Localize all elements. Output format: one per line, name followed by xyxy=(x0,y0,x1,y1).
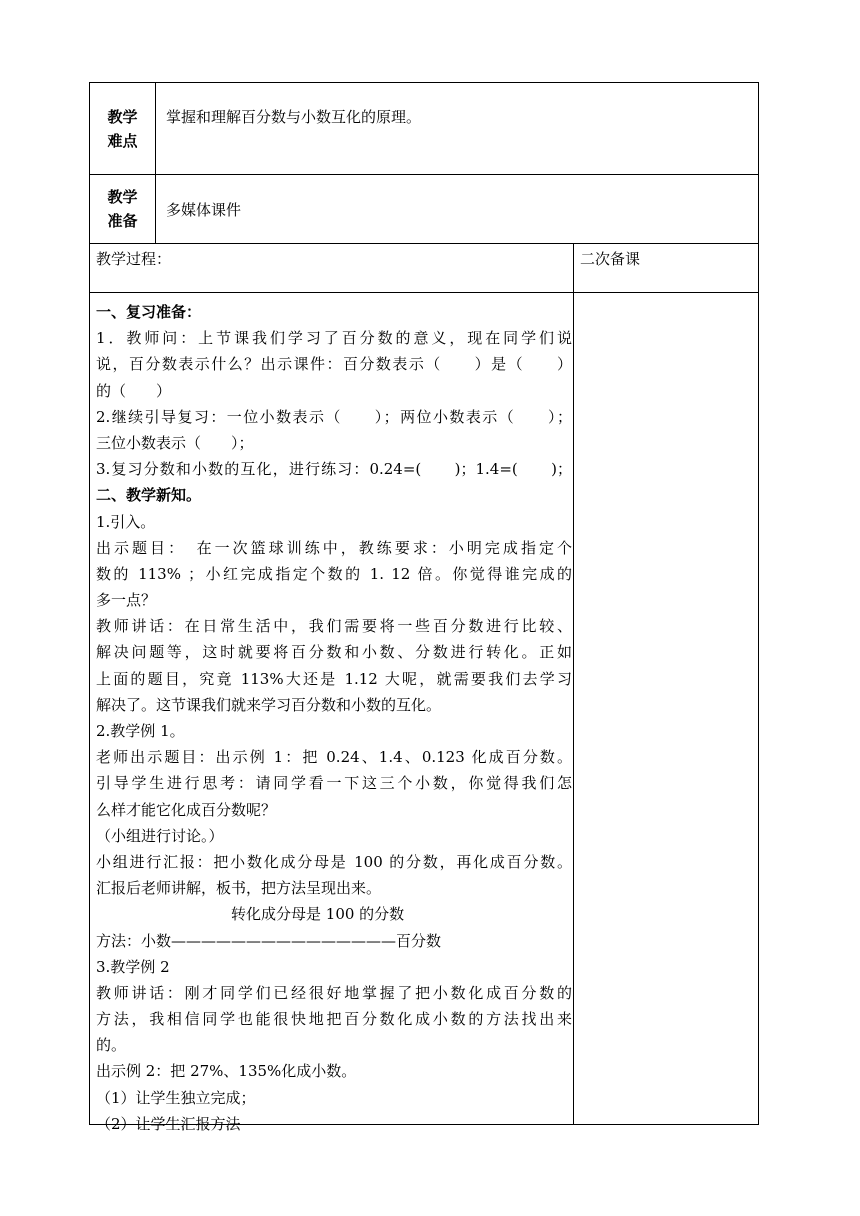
process-line: 2.教学例 1。 xyxy=(96,722,185,740)
process-line: 一、复习准备： xyxy=(96,303,202,321)
preparation-label-line-1: 教学 xyxy=(107,188,138,206)
secondary-header: 二次备课 xyxy=(580,250,641,268)
process-line: 方法：小数———————————————百分数 xyxy=(96,931,442,950)
difficulty-label-line-1: 教学 xyxy=(107,108,138,126)
process-header: 教学过程： xyxy=(96,250,172,268)
process-line: （1）让学生独立完成； xyxy=(96,1088,256,1107)
process-line: 多一点？ xyxy=(96,591,157,610)
label-column-divider xyxy=(155,83,156,243)
preparation-label xyxy=(90,185,155,233)
process-line: 3.复习分数和小数的互化，进行练习：0.24=( )；1.4=( )； xyxy=(96,460,572,479)
process-line: 解决了。这节课我们就来学习百分数和小数的互化。 xyxy=(96,695,442,714)
row-divider xyxy=(90,292,758,293)
process-line: 数的 113% ；小红完成指定个数的 1. 12 倍。你觉得谁完成的 xyxy=(96,564,572,583)
process-line: 汇报后老师讲解，板书，把方法呈现出来。 xyxy=(96,879,382,898)
row-divider xyxy=(90,243,758,244)
process-line: 的（ ） xyxy=(96,381,172,400)
process-line: 小组进行汇报：把小数化成分母是 100 的分数，再化成百分数。 xyxy=(96,852,572,871)
lesson-plan-table xyxy=(89,82,759,1133)
process-line: 出示例 2：把 27%、135%化成小数。 xyxy=(96,1062,357,1081)
process-line: 方法，我相信同学也能很快地把百分数化成小数的方法找出来 xyxy=(96,1010,572,1029)
process-line: 1．教师问：上节课我们学习了百分数的意义，现在同学们说 xyxy=(96,329,572,348)
process-line: 上面的题目，究竟 113%大还是 1.12 大呢，就需要我们去学习 xyxy=(96,669,572,688)
process-line: 教师讲话：在日常生活中，我们需要将一些百分数进行比较、 xyxy=(96,617,572,636)
process-line: 么样才能它化成百分数呢？ xyxy=(96,800,277,819)
process-line: 老师出示题目：出示例 1：把 0.24、1.4、0.123 化成百分数。 xyxy=(96,748,572,767)
process-line: 2.继续引导复习：一位小数表示（ ）；两位小数表示（ ）； xyxy=(96,407,572,426)
difficulty-label xyxy=(90,105,155,153)
difficulty-label-line-2: 难点 xyxy=(107,132,138,150)
process-line: （2）让学生汇报方法 xyxy=(96,1114,241,1133)
process-line: 引导学生进行思考：请同学看一下这三个小数，你觉得我们怎 xyxy=(96,774,572,793)
process-line: 二、教学新知。 xyxy=(96,486,202,505)
process-line: 教师讲话：刚才同学们已经很好地掌握了把小数化成百分数的 xyxy=(96,983,572,1002)
process-line: 解决问题等，这时就要将百分数和小数、分数进行转化。正如 xyxy=(96,643,572,662)
row-divider xyxy=(90,174,758,175)
process-body xyxy=(96,299,572,1137)
process-line: 转化成分母是 100 的分数 xyxy=(96,905,405,924)
preparation-label-line-2: 准备 xyxy=(107,212,138,230)
difficulty-content: 掌握和理解百分数与小数互化的原理。 xyxy=(166,108,422,126)
process-line: 三位小数表示（ ）； xyxy=(96,433,254,452)
process-line: 1.引入。 xyxy=(96,512,156,531)
process-line: 说，百分数表示什么？出示课件：百分数表示（ ）是（ ） xyxy=(96,355,572,374)
process-line: 出示题目： 在一次篮球训练中，教练要求：小明完成指定个 xyxy=(96,538,572,557)
preparation-content: 多媒体课件 xyxy=(166,201,242,219)
process-line: 3.教学例 2 xyxy=(96,957,170,976)
process-line: 的。 xyxy=(96,1036,127,1055)
secondary-column-divider xyxy=(573,243,574,1124)
process-line: （小组进行讨论。） xyxy=(96,826,224,845)
